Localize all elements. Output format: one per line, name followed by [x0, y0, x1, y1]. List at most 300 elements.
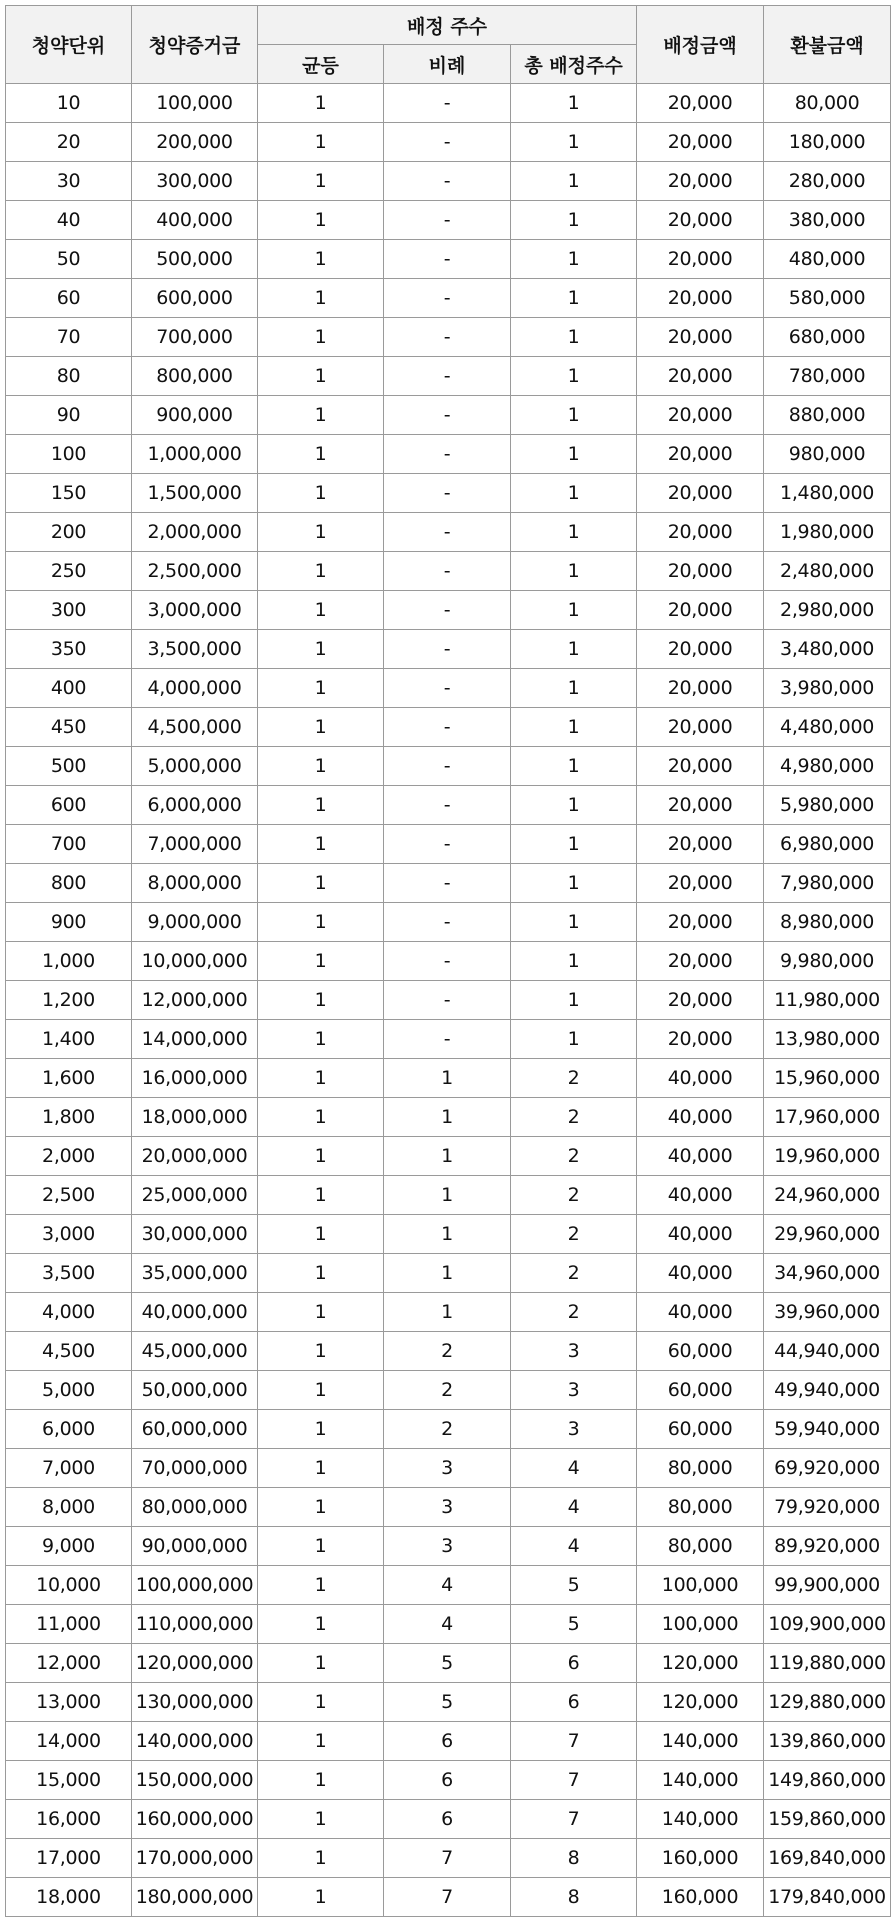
table-row: [6, 396, 891, 435]
cell-allocated-amount: 20,000: [637, 162, 764, 201]
cell-refund: 3,480,000: [764, 630, 891, 669]
cell-proportional: -: [384, 357, 511, 396]
table-row: [6, 786, 891, 825]
cell-unit: 1,600: [6, 1059, 132, 1098]
cell-refund: 3,980,000: [764, 669, 891, 708]
cell-unit: 30: [6, 162, 132, 201]
table-row: [6, 1566, 891, 1605]
cell-refund: 380,000: [764, 201, 891, 240]
cell-proportional: 2: [384, 1332, 511, 1371]
cell-deposit: 50,000,000: [132, 1371, 258, 1410]
cell-total: 3: [511, 1332, 637, 1371]
table-row: [6, 1722, 891, 1761]
table-row: [6, 1761, 891, 1800]
cell-allocated-amount: 20,000: [637, 591, 764, 630]
header-deposit: 청약증거금: [132, 6, 258, 84]
cell-equal: 1: [258, 1566, 384, 1605]
cell-equal: 1: [258, 552, 384, 591]
cell-allocated-amount: 120,000: [637, 1644, 764, 1683]
header-allocated-amount: 배정금액: [637, 6, 764, 84]
table-row: [6, 747, 891, 786]
cell-equal: 1: [258, 201, 384, 240]
table-row: [6, 123, 891, 162]
cell-total: 1: [511, 708, 637, 747]
table-row: [6, 1644, 891, 1683]
allocation-table-container: [5, 5, 891, 1917]
cell-total: 1: [511, 84, 637, 123]
table-row: [6, 552, 891, 591]
cell-deposit: 400,000: [132, 201, 258, 240]
cell-proportional: 1: [384, 1059, 511, 1098]
cell-refund: 29,960,000: [764, 1215, 891, 1254]
cell-deposit: 120,000,000: [132, 1644, 258, 1683]
cell-deposit: 9,000,000: [132, 903, 258, 942]
cell-equal: 1: [258, 864, 384, 903]
cell-refund: 11,980,000: [764, 981, 891, 1020]
cell-equal: 1: [258, 942, 384, 981]
header-allocated-shares: 배정 주수: [258, 6, 637, 45]
cell-proportional: 3: [384, 1527, 511, 1566]
cell-unit: 900: [6, 903, 132, 942]
cell-allocated-amount: 20,000: [637, 942, 764, 981]
cell-refund: 1,980,000: [764, 513, 891, 552]
table-row: [6, 201, 891, 240]
cell-proportional: -: [384, 318, 511, 357]
cell-unit: 20: [6, 123, 132, 162]
cell-total: 2: [511, 1098, 637, 1137]
cell-proportional: -: [384, 903, 511, 942]
cell-unit: 3,000: [6, 1215, 132, 1254]
cell-total: 1: [511, 942, 637, 981]
cell-unit: 1,400: [6, 1020, 132, 1059]
cell-refund: 109,900,000: [764, 1605, 891, 1644]
cell-refund: 180,000: [764, 123, 891, 162]
cell-unit: 80: [6, 357, 132, 396]
cell-allocated-amount: 20,000: [637, 240, 764, 279]
cell-equal: 1: [258, 357, 384, 396]
cell-allocated-amount: 160,000: [637, 1839, 764, 1878]
table-row: [6, 240, 891, 279]
cell-deposit: 180,000,000: [132, 1878, 258, 1917]
cell-unit: 10,000: [6, 1566, 132, 1605]
cell-unit: 50: [6, 240, 132, 279]
cell-allocated-amount: 20,000: [637, 513, 764, 552]
table-row: [6, 864, 891, 903]
cell-total: 4: [511, 1527, 637, 1566]
cell-equal: 1: [258, 591, 384, 630]
cell-proportional: 2: [384, 1410, 511, 1449]
cell-refund: 99,900,000: [764, 1566, 891, 1605]
cell-proportional: -: [384, 591, 511, 630]
cell-equal: 1: [258, 123, 384, 162]
table-row: [6, 84, 891, 123]
cell-allocated-amount: 80,000: [637, 1449, 764, 1488]
table-row: [6, 669, 891, 708]
cell-proportional: 7: [384, 1878, 511, 1917]
cell-unit: 18,000: [6, 1878, 132, 1917]
cell-deposit: 35,000,000: [132, 1254, 258, 1293]
cell-proportional: 4: [384, 1566, 511, 1605]
cell-unit: 500: [6, 747, 132, 786]
cell-refund: 17,960,000: [764, 1098, 891, 1137]
cell-allocated-amount: 20,000: [637, 708, 764, 747]
cell-proportional: 1: [384, 1254, 511, 1293]
header-refund: 환불금액: [764, 6, 891, 84]
cell-equal: 1: [258, 1371, 384, 1410]
table-row: [6, 825, 891, 864]
cell-equal: 1: [258, 1527, 384, 1566]
cell-refund: 119,880,000: [764, 1644, 891, 1683]
cell-proportional: -: [384, 630, 511, 669]
table-row: [6, 1683, 891, 1722]
cell-refund: 6,980,000: [764, 825, 891, 864]
cell-unit: 60: [6, 279, 132, 318]
table-row: [6, 942, 891, 981]
cell-equal: 1: [258, 474, 384, 513]
cell-allocated-amount: 160,000: [637, 1878, 764, 1917]
cell-refund: 280,000: [764, 162, 891, 201]
cell-equal: 1: [258, 435, 384, 474]
cell-total: 1: [511, 825, 637, 864]
table-row: [6, 279, 891, 318]
table-row: [6, 630, 891, 669]
table-row: [6, 1878, 891, 1917]
cell-allocated-amount: 80,000: [637, 1527, 764, 1566]
cell-proportional: 6: [384, 1761, 511, 1800]
cell-refund: 79,920,000: [764, 1488, 891, 1527]
cell-equal: 1: [258, 84, 384, 123]
cell-equal: 1: [258, 1059, 384, 1098]
cell-equal: 1: [258, 1761, 384, 1800]
cell-deposit: 110,000,000: [132, 1605, 258, 1644]
cell-refund: 980,000: [764, 435, 891, 474]
cell-refund: 680,000: [764, 318, 891, 357]
cell-deposit: 2,500,000: [132, 552, 258, 591]
cell-unit: 8,000: [6, 1488, 132, 1527]
header-proportional: 비례: [384, 45, 511, 84]
cell-allocated-amount: 20,000: [637, 1020, 764, 1059]
cell-deposit: 90,000,000: [132, 1527, 258, 1566]
cell-allocated-amount: 20,000: [637, 279, 764, 318]
cell-allocated-amount: 20,000: [637, 864, 764, 903]
cell-proportional: 4: [384, 1605, 511, 1644]
table-row: [6, 1098, 891, 1137]
cell-total: 1: [511, 318, 637, 357]
cell-allocated-amount: 40,000: [637, 1137, 764, 1176]
cell-unit: 450: [6, 708, 132, 747]
cell-equal: 1: [258, 1722, 384, 1761]
cell-allocated-amount: 20,000: [637, 396, 764, 435]
cell-equal: 1: [258, 1839, 384, 1878]
cell-total: 5: [511, 1605, 637, 1644]
cell-refund: 19,960,000: [764, 1137, 891, 1176]
cell-deposit: 20,000,000: [132, 1137, 258, 1176]
cell-allocated-amount: 40,000: [637, 1176, 764, 1215]
cell-allocated-amount: 80,000: [637, 1488, 764, 1527]
cell-equal: 1: [258, 1488, 384, 1527]
cell-deposit: 100,000: [132, 84, 258, 123]
cell-deposit: 5,000,000: [132, 747, 258, 786]
cell-refund: 4,980,000: [764, 747, 891, 786]
table-row: [6, 1020, 891, 1059]
cell-allocated-amount: 20,000: [637, 825, 764, 864]
cell-unit: 350: [6, 630, 132, 669]
cell-proportional: 3: [384, 1488, 511, 1527]
cell-equal: 1: [258, 981, 384, 1020]
cell-deposit: 3,000,000: [132, 591, 258, 630]
cell-unit: 300: [6, 591, 132, 630]
cell-unit: 200: [6, 513, 132, 552]
table-row: [6, 981, 891, 1020]
cell-unit: 10: [6, 84, 132, 123]
cell-allocated-amount: 140,000: [637, 1761, 764, 1800]
cell-unit: 70: [6, 318, 132, 357]
header-equal: 균등: [258, 45, 384, 84]
table-row: [6, 1449, 891, 1488]
cell-equal: 1: [258, 1254, 384, 1293]
cell-deposit: 25,000,000: [132, 1176, 258, 1215]
cell-total: 1: [511, 981, 637, 1020]
cell-equal: 1: [258, 786, 384, 825]
cell-proportional: 5: [384, 1683, 511, 1722]
cell-total: 1: [511, 591, 637, 630]
cell-allocated-amount: 100,000: [637, 1566, 764, 1605]
cell-total: 1: [511, 1020, 637, 1059]
cell-allocated-amount: 60,000: [637, 1410, 764, 1449]
cell-equal: 1: [258, 825, 384, 864]
cell-proportional: -: [384, 864, 511, 903]
cell-deposit: 160,000,000: [132, 1800, 258, 1839]
cell-refund: 59,940,000: [764, 1410, 891, 1449]
cell-total: 2: [511, 1254, 637, 1293]
cell-total: 1: [511, 786, 637, 825]
cell-equal: 1: [258, 1293, 384, 1332]
table-row: [6, 1800, 891, 1839]
table-row: [6, 1527, 891, 1566]
cell-refund: 480,000: [764, 240, 891, 279]
cell-unit: 9,000: [6, 1527, 132, 1566]
cell-deposit: 14,000,000: [132, 1020, 258, 1059]
cell-allocated-amount: 60,000: [637, 1332, 764, 1371]
table-row: [6, 513, 891, 552]
cell-total: 7: [511, 1800, 637, 1839]
cell-proportional: -: [384, 201, 511, 240]
cell-refund: 89,920,000: [764, 1527, 891, 1566]
cell-proportional: 1: [384, 1176, 511, 1215]
cell-equal: 1: [258, 630, 384, 669]
cell-deposit: 40,000,000: [132, 1293, 258, 1332]
cell-unit: 90: [6, 396, 132, 435]
cell-deposit: 100,000,000: [132, 1566, 258, 1605]
cell-refund: 169,840,000: [764, 1839, 891, 1878]
cell-deposit: 8,000,000: [132, 864, 258, 903]
table-row: [6, 1293, 891, 1332]
cell-proportional: -: [384, 942, 511, 981]
cell-allocated-amount: 20,000: [637, 747, 764, 786]
header-total: 총 배정주수: [511, 45, 637, 84]
table-row: [6, 1332, 891, 1371]
cell-allocated-amount: 140,000: [637, 1800, 764, 1839]
cell-allocated-amount: 20,000: [637, 903, 764, 942]
cell-refund: 13,980,000: [764, 1020, 891, 1059]
cell-deposit: 200,000: [132, 123, 258, 162]
cell-unit: 4,000: [6, 1293, 132, 1332]
cell-equal: 1: [258, 708, 384, 747]
cell-refund: 39,960,000: [764, 1293, 891, 1332]
cell-total: 1: [511, 279, 637, 318]
cell-allocated-amount: 120,000: [637, 1683, 764, 1722]
cell-deposit: 18,000,000: [132, 1098, 258, 1137]
cell-total: 6: [511, 1683, 637, 1722]
cell-proportional: -: [384, 162, 511, 201]
cell-refund: 49,940,000: [764, 1371, 891, 1410]
cell-allocated-amount: 100,000: [637, 1605, 764, 1644]
cell-deposit: 3,500,000: [132, 630, 258, 669]
cell-proportional: -: [384, 786, 511, 825]
cell-unit: 16,000: [6, 1800, 132, 1839]
cell-proportional: 1: [384, 1215, 511, 1254]
table-row: [6, 357, 891, 396]
cell-equal: 1: [258, 513, 384, 552]
table-body: [6, 84, 891, 1917]
cell-proportional: -: [384, 708, 511, 747]
cell-deposit: 140,000,000: [132, 1722, 258, 1761]
cell-equal: 1: [258, 318, 384, 357]
cell-total: 1: [511, 903, 637, 942]
cell-deposit: 500,000: [132, 240, 258, 279]
cell-proportional: -: [384, 825, 511, 864]
table-row: [6, 591, 891, 630]
cell-refund: 159,860,000: [764, 1800, 891, 1839]
table-row: [6, 1254, 891, 1293]
cell-refund: 69,920,000: [764, 1449, 891, 1488]
cell-deposit: 4,000,000: [132, 669, 258, 708]
cell-deposit: 30,000,000: [132, 1215, 258, 1254]
cell-total: 1: [511, 669, 637, 708]
cell-refund: 7,980,000: [764, 864, 891, 903]
cell-unit: 6,000: [6, 1410, 132, 1449]
cell-unit: 250: [6, 552, 132, 591]
cell-unit: 150: [6, 474, 132, 513]
cell-deposit: 900,000: [132, 396, 258, 435]
cell-allocated-amount: 20,000: [637, 84, 764, 123]
cell-proportional: 3: [384, 1449, 511, 1488]
cell-proportional: -: [384, 981, 511, 1020]
cell-total: 1: [511, 435, 637, 474]
cell-refund: 9,980,000: [764, 942, 891, 981]
cell-refund: 34,960,000: [764, 1254, 891, 1293]
cell-unit: 2,500: [6, 1176, 132, 1215]
cell-proportional: 6: [384, 1800, 511, 1839]
cell-unit: 100: [6, 435, 132, 474]
cell-proportional: -: [384, 123, 511, 162]
cell-unit: 12,000: [6, 1644, 132, 1683]
cell-unit: 1,200: [6, 981, 132, 1020]
cell-refund: 580,000: [764, 279, 891, 318]
cell-deposit: 600,000: [132, 279, 258, 318]
cell-allocated-amount: 60,000: [637, 1371, 764, 1410]
cell-allocated-amount: 20,000: [637, 474, 764, 513]
cell-total: 7: [511, 1722, 637, 1761]
cell-deposit: 80,000,000: [132, 1488, 258, 1527]
cell-allocated-amount: 40,000: [637, 1293, 764, 1332]
cell-total: 4: [511, 1488, 637, 1527]
cell-equal: 1: [258, 1215, 384, 1254]
cell-allocated-amount: 20,000: [637, 318, 764, 357]
cell-allocated-amount: 40,000: [637, 1254, 764, 1293]
header-unit: 청약단위: [6, 6, 132, 84]
cell-total: 1: [511, 162, 637, 201]
cell-allocated-amount: 20,000: [637, 357, 764, 396]
cell-total: 1: [511, 513, 637, 552]
cell-allocated-amount: 40,000: [637, 1215, 764, 1254]
cell-deposit: 12,000,000: [132, 981, 258, 1020]
cell-total: 2: [511, 1059, 637, 1098]
cell-refund: 129,880,000: [764, 1683, 891, 1722]
cell-allocated-amount: 40,000: [637, 1059, 764, 1098]
table-row: [6, 1371, 891, 1410]
cell-deposit: 60,000,000: [132, 1410, 258, 1449]
cell-proportional: -: [384, 513, 511, 552]
cell-deposit: 170,000,000: [132, 1839, 258, 1878]
cell-total: 1: [511, 357, 637, 396]
cell-deposit: 10,000,000: [132, 942, 258, 981]
cell-unit: 40: [6, 201, 132, 240]
cell-allocated-amount: 20,000: [637, 201, 764, 240]
cell-equal: 1: [258, 1137, 384, 1176]
table-row: [6, 1410, 891, 1449]
cell-refund: 880,000: [764, 396, 891, 435]
table-row: [6, 1059, 891, 1098]
cell-proportional: 6: [384, 1722, 511, 1761]
table-row: [6, 474, 891, 513]
cell-equal: 1: [258, 1332, 384, 1371]
cell-total: 1: [511, 123, 637, 162]
cell-total: 2: [511, 1215, 637, 1254]
cell-total: 1: [511, 747, 637, 786]
cell-refund: 2,480,000: [764, 552, 891, 591]
cell-unit: 15,000: [6, 1761, 132, 1800]
cell-equal: 1: [258, 1878, 384, 1917]
table-row: [6, 1137, 891, 1176]
cell-unit: 3,500: [6, 1254, 132, 1293]
cell-total: 2: [511, 1176, 637, 1215]
table-row: [6, 708, 891, 747]
cell-equal: 1: [258, 903, 384, 942]
cell-total: 8: [511, 1839, 637, 1878]
cell-proportional: 2: [384, 1371, 511, 1410]
cell-deposit: 300,000: [132, 162, 258, 201]
cell-unit: 7,000: [6, 1449, 132, 1488]
cell-proportional: 7: [384, 1839, 511, 1878]
cell-unit: 4,500: [6, 1332, 132, 1371]
cell-proportional: 5: [384, 1644, 511, 1683]
cell-proportional: -: [384, 747, 511, 786]
cell-unit: 5,000: [6, 1371, 132, 1410]
cell-deposit: 1,500,000: [132, 474, 258, 513]
cell-refund: 8,980,000: [764, 903, 891, 942]
cell-allocated-amount: 20,000: [637, 981, 764, 1020]
cell-equal: 1: [258, 1020, 384, 1059]
cell-unit: 17,000: [6, 1839, 132, 1878]
cell-total: 4: [511, 1449, 637, 1488]
cell-proportional: 1: [384, 1098, 511, 1137]
cell-proportional: -: [384, 435, 511, 474]
cell-deposit: 7,000,000: [132, 825, 258, 864]
cell-proportional: -: [384, 1020, 511, 1059]
cell-proportional: -: [384, 474, 511, 513]
cell-unit: 600: [6, 786, 132, 825]
